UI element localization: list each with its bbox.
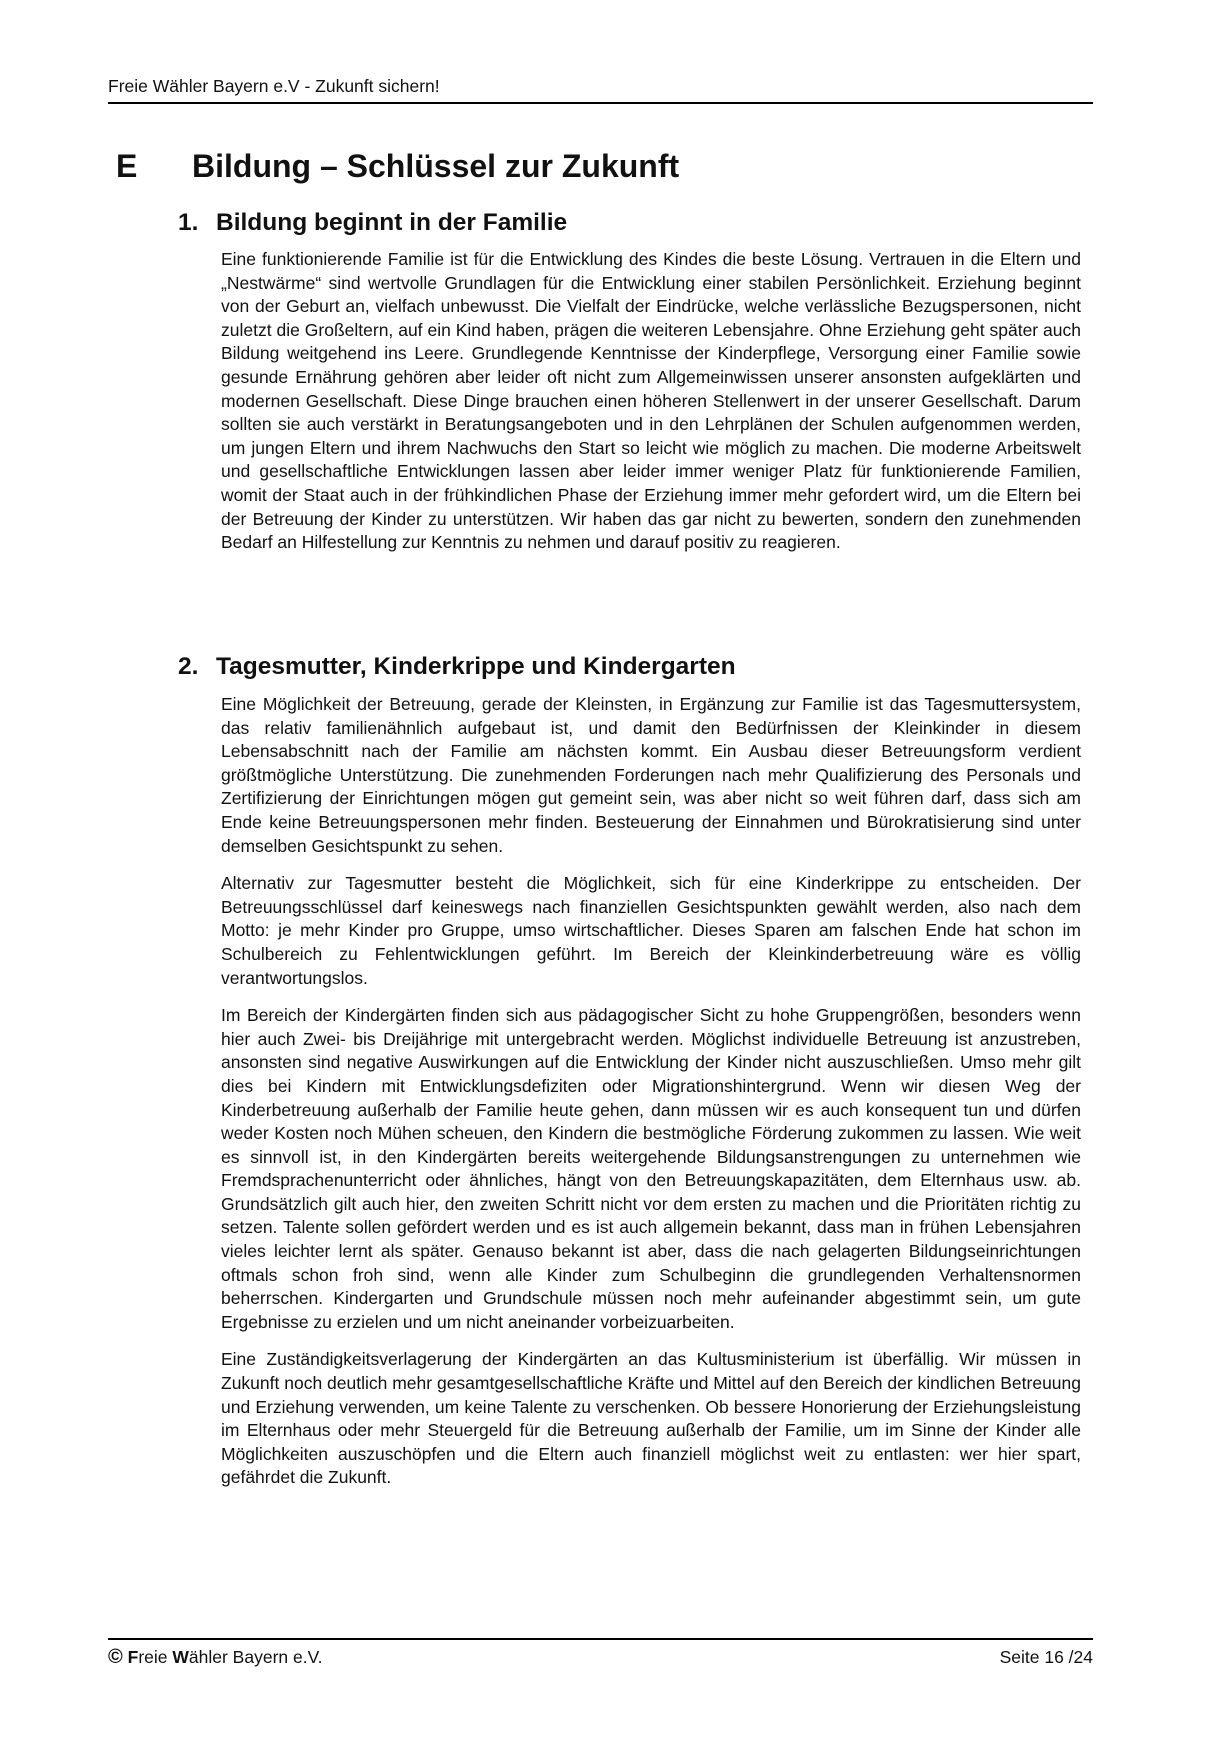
page-footer xyxy=(108,1638,1093,1669)
paragraph: Eine Zuständigkeitsverlagerung der Kindergärten an das Kultusministerium ist überfällig. Wir müssen in Zukunft noch deutlich mehr gesamtgesellschaftliche Kräfte und Mittel auf den Bereich der kindlichen Betreuung und Erziehung verwenden, um keine Talente zu verschenken. Ob bessere Honorierung der Erziehungsleistung im Elternhaus oder mehr Steuergeld für die Betreuung außerhalb der Familie, um im Sinne der Kinder alle Möglichkeiten auszuschöpfen und die Eltern auch finanziell möglichst weit zu entlasten: wer hier spart, gefährdet die Zukunft. xyxy=(221,1349,1081,1488)
org-initial-f: F xyxy=(127,1647,139,1667)
page-header xyxy=(108,74,1093,104)
section-heading-1 xyxy=(178,208,567,238)
paragraph: Eine Möglichkeit der Betreuung, gerade der Kleinsten, in Ergänzung zur Familie ist das Tagesmuttersystem, das relativ familienähnlich aufgebaut ist, und damit den Bedürfnissen der Kleinkinder in diesem Lebensabschnitt nach der Familie am nächsten kommt. Ein Ausbau dieser Betreuungsform verdient größtmögliche Unterstützung. Die zunehmenden Forderungen nach mehr Qualifizierung des Personals und Zertifizierung der Einrichtungen mögen gut gemeint sein, was aber nicht so weit führen darf, dass sich am Ende keine Betreuungspersonen mehr finden. Besteuerung der Einnahmen und Bürokratisierung sind unter demselben Gesichtspunkt zu sehen. xyxy=(221,694,1081,856)
section-body-1 xyxy=(221,248,1081,555)
paragraph: Alternativ zur Tagesmutter besteht die Möglichkeit, sich für eine Kinderkrippe zu entscheiden. Der Betreuungsschlüssel darf keineswegs nach finanziellen Gesichtspunkten gewählt werden, also nach dem Motto: je mehr Kinder pro Gruppe, umso wirtschaftlicher. Dieses Sparen am falschen Ende hat schon im Schulbereich zu Fehlentwicklungen geführt. Im Bereich der Kleinkinderbetreuung wäre es völlig verantwortungslos. xyxy=(221,873,1081,988)
section-title: Bildung beginnt in der Familie xyxy=(216,209,568,236)
org-text-2: ähler Bayern e.V. xyxy=(188,1647,323,1667)
chapter-heading xyxy=(116,144,1076,188)
section-number: 1. xyxy=(178,209,199,236)
section-title: Tagesmutter, Kinderkrippe und Kindergarten xyxy=(216,653,736,680)
copyright-icon: © xyxy=(108,1646,123,1668)
header-text: Freie Wähler Bayern e.V - Zukunft sichern! xyxy=(108,76,440,96)
paragraph: Im Bereich der Kindergärten finden sich aus pädagogischer Sicht zu hohe Gruppengrößen, besonders wenn hier auch Zwei- bis Dreijährige mit untergebracht werden. Möglichst individuelle Betreuung ist anzustreben, ansonsten sind negative Auswirkungen auf die Entwicklung der Kinder nicht auszuschließen. Umso mehr gilt dies bei Kindern mit Entwicklungsdefiziten oder Migrationshintergrund. Wenn wir diesen Weg der Kinderbetreuung außerhalb der Familie heute gehen, dann müssen wir es auch konsequent tun und dürfen weder Kosten noch Mühen scheuen, den Kindern die bestmögliche Förderung zukommen zu lassen. Wie weit es sinnvoll ist, in den Kindergärten bereits weitergehende Bildungsanstrengungen zu unternehmen wie Fremdsprachenunterricht oder ähnliches, hängt von den Betreuungskapazitäten, dem Elternhaus usw. ab. Grundsätzlich gilt auch hier, den zweiten Schritt nicht vor dem ersten zu machen und die Prioritäten richtig zu setzen. Talente sollen gefördert werden und es ist auch allgemein bekannt, dass man in frühen Lebensjahren vieles leichter lernt als später. Genauso bekannt ist aber, dass die nach gelagerten Bildungseinrichtungen oftmals schon froh sind, wenn alle Kinder zum Schulbeginn die grundlegenden Verhaltensnormen beherrschen. Kindergarten und Grundschule müssen noch mehr aufeinander abgestimmt sein, um gute Ergebnisse zu erzielen und um nicht aneinander vorbeizuarbeiten. xyxy=(221,1005,1081,1332)
section-number: 2. xyxy=(178,653,199,680)
paragraph: Eine funktionierende Familie ist für die Entwicklung des Kindes die beste Lösung. Vertrauen in die Eltern und „Nestwärme“ sind wertvolle Grundlagen für die Entwicklung einer stabilen Persönlichkeit. Erziehung beginnt von der Geburt an, vielfach unbewusst. Die Vielfalt der Eindrücke, welche verlässliche Bezugspersonen, nicht zuletzt die Großeltern, auf ein Kind haben, prägen die weiteren Lebensjahre. Ohne Erziehung geht später auch Bildung weitgehend ins Leere. Grundlegende Kenntnisse der Kinderpflege, Versorgung einer Familie sowie gesunde Ernährung gehören aber leider oft nicht zum Allgemeinwissen unserer ansonsten aufgeklärten und modernen Gesellschaft. Diese Dinge brauchen einen höheren Stellenwert in der unserer Gesellschaft. Darum sollten sie auch verstärkt in Beratungsangeboten und in den Lehrplänen der Schulen aufgenommen werden, um jungen Eltern und ihrem Nachwuchs den Start so leicht wie möglich zu machen. Die moderne Arbeitswelt und gesellschaftliche Entwicklungen lassen aber leider immer weniger Platz für funktionierende Familien, womit der Staat auch in der frühkindlichen Phase der Erziehung immer mehr gefordert wird, um die Eltern bei der Betreuung der Kinder zu unterstützen. Wir haben das gar nicht zu bewerten, sondern den zunehmenden Bedarf an Hilfestellung zur Kenntnis zu nehmen und darauf positiv zu reagieren. xyxy=(221,249,1081,553)
org-text-1: reie xyxy=(138,1647,173,1667)
footer-organization xyxy=(128,1647,323,1667)
chapter-title: Bildung – Schlüssel zur Zukunft xyxy=(192,148,680,184)
chapter-letter: E xyxy=(116,148,138,184)
page-number: Seite 16 /24 xyxy=(999,1647,1093,1667)
section-heading-2 xyxy=(178,652,736,682)
org-initial-w: W xyxy=(172,1647,189,1667)
section-body-2 xyxy=(221,693,1081,1490)
